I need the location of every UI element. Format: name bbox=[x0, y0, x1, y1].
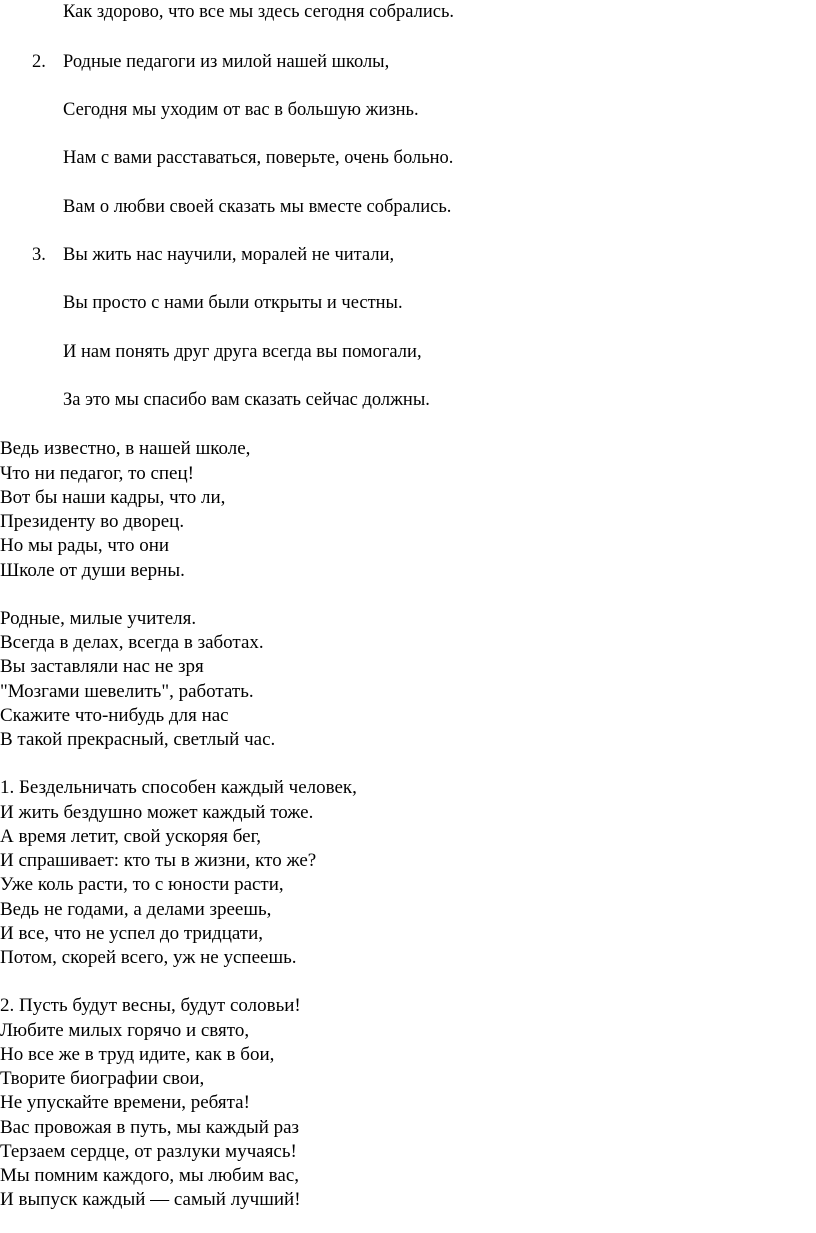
verse-line: И нам понять друг друга всегда вы помогали, bbox=[63, 342, 422, 362]
stanza-4-line: Терзаем сердце, от разлуки мучаясь! bbox=[0, 1141, 297, 1162]
stanza-4-line: Любите милых горячо и свято, bbox=[0, 1020, 250, 1041]
verse-line: Сегодня мы уходим от вас в большую жизнь. bbox=[63, 100, 419, 120]
stanza-3-line: 1. Бездельничать способен каждый человек, bbox=[0, 777, 357, 798]
stanza-4-line: 2. Пусть будут весны, будут соловьи! bbox=[0, 995, 301, 1016]
verse-line: Родные педагоги из милой нашей школы, bbox=[63, 52, 390, 72]
stanza-3-line: А время летит, свой ускоряя бег, bbox=[0, 826, 262, 847]
stanza-4-line: Вас провожая в путь, мы каждый раз bbox=[0, 1117, 300, 1138]
verse-line: Вам о любви своей сказать мы вместе собрались. bbox=[63, 197, 452, 217]
stanza-1-line: Что ни педагог, то спец! bbox=[0, 463, 194, 484]
stanza-4-line: Не упускайте времени, ребята! bbox=[0, 1092, 250, 1113]
stanza-2-line: Родные, милые учителя. bbox=[0, 608, 197, 629]
stanza-3-line: И спрашивает: кто ты в жизни, кто же? bbox=[0, 850, 317, 871]
stanza-2-line: Скажите что-нибудь для нас bbox=[0, 705, 229, 726]
verse-line: Вы жить нас научили, моралей не читали, bbox=[63, 245, 395, 265]
stanza-1-line: Вот бы наши кадры, что ли, bbox=[0, 487, 226, 508]
verse-line: Вы просто с нами были открыты и честны. bbox=[63, 293, 403, 313]
stanza-3-line: Уже коль расти, то с юности расти, bbox=[0, 874, 284, 895]
stanza-1-line: Школе от души верны. bbox=[0, 560, 185, 581]
stanza-1-line: Президенту во дворец. bbox=[0, 511, 185, 532]
stanza-4-line: Но все же в труд идите, как в бои, bbox=[0, 1044, 275, 1065]
stanza-3-line: И все, что не успел до тридцати, bbox=[0, 923, 264, 944]
stanza-4-line: Творите биографии свои, bbox=[0, 1068, 205, 1089]
stanza-2-line: В такой прекрасный, светлый час. bbox=[0, 729, 276, 750]
stanza-3-line: Ведь не годами, а делами зреешь, bbox=[0, 899, 272, 920]
stanza-1-line: Ведь известно, в нашей школе, bbox=[0, 438, 251, 459]
stanza-3-line: Потом, скорей всего, уж не успеешь. bbox=[0, 947, 297, 968]
stanza-2-line: Всегда в делах, всегда в заботах. bbox=[0, 632, 264, 653]
verse-number-3: 3. bbox=[32, 245, 46, 265]
verse-line: За это мы спасибо вам сказать сейчас должны. bbox=[63, 390, 430, 410]
stanza-3-line: И жить бездушно может каждый тоже. bbox=[0, 802, 314, 823]
stanza-4-line: Мы помним каждого, мы любим вас, bbox=[0, 1165, 299, 1186]
intro-line: Как здорово, что все мы здесь сегодня собрались. bbox=[63, 2, 455, 22]
stanza-2-line: Вы заставляли нас не зря bbox=[0, 656, 204, 677]
stanza-4-line: И выпуск каждый — самый лучший! bbox=[0, 1189, 301, 1210]
stanza-2-line: "Мозгами шевелить", работать. bbox=[0, 681, 254, 702]
verse-number-2: 2. bbox=[32, 52, 46, 72]
verse-line: Нам с вами расставаться, поверьте, очень больно. bbox=[63, 148, 454, 168]
stanza-1-line: Но мы рады, что они bbox=[0, 535, 170, 556]
